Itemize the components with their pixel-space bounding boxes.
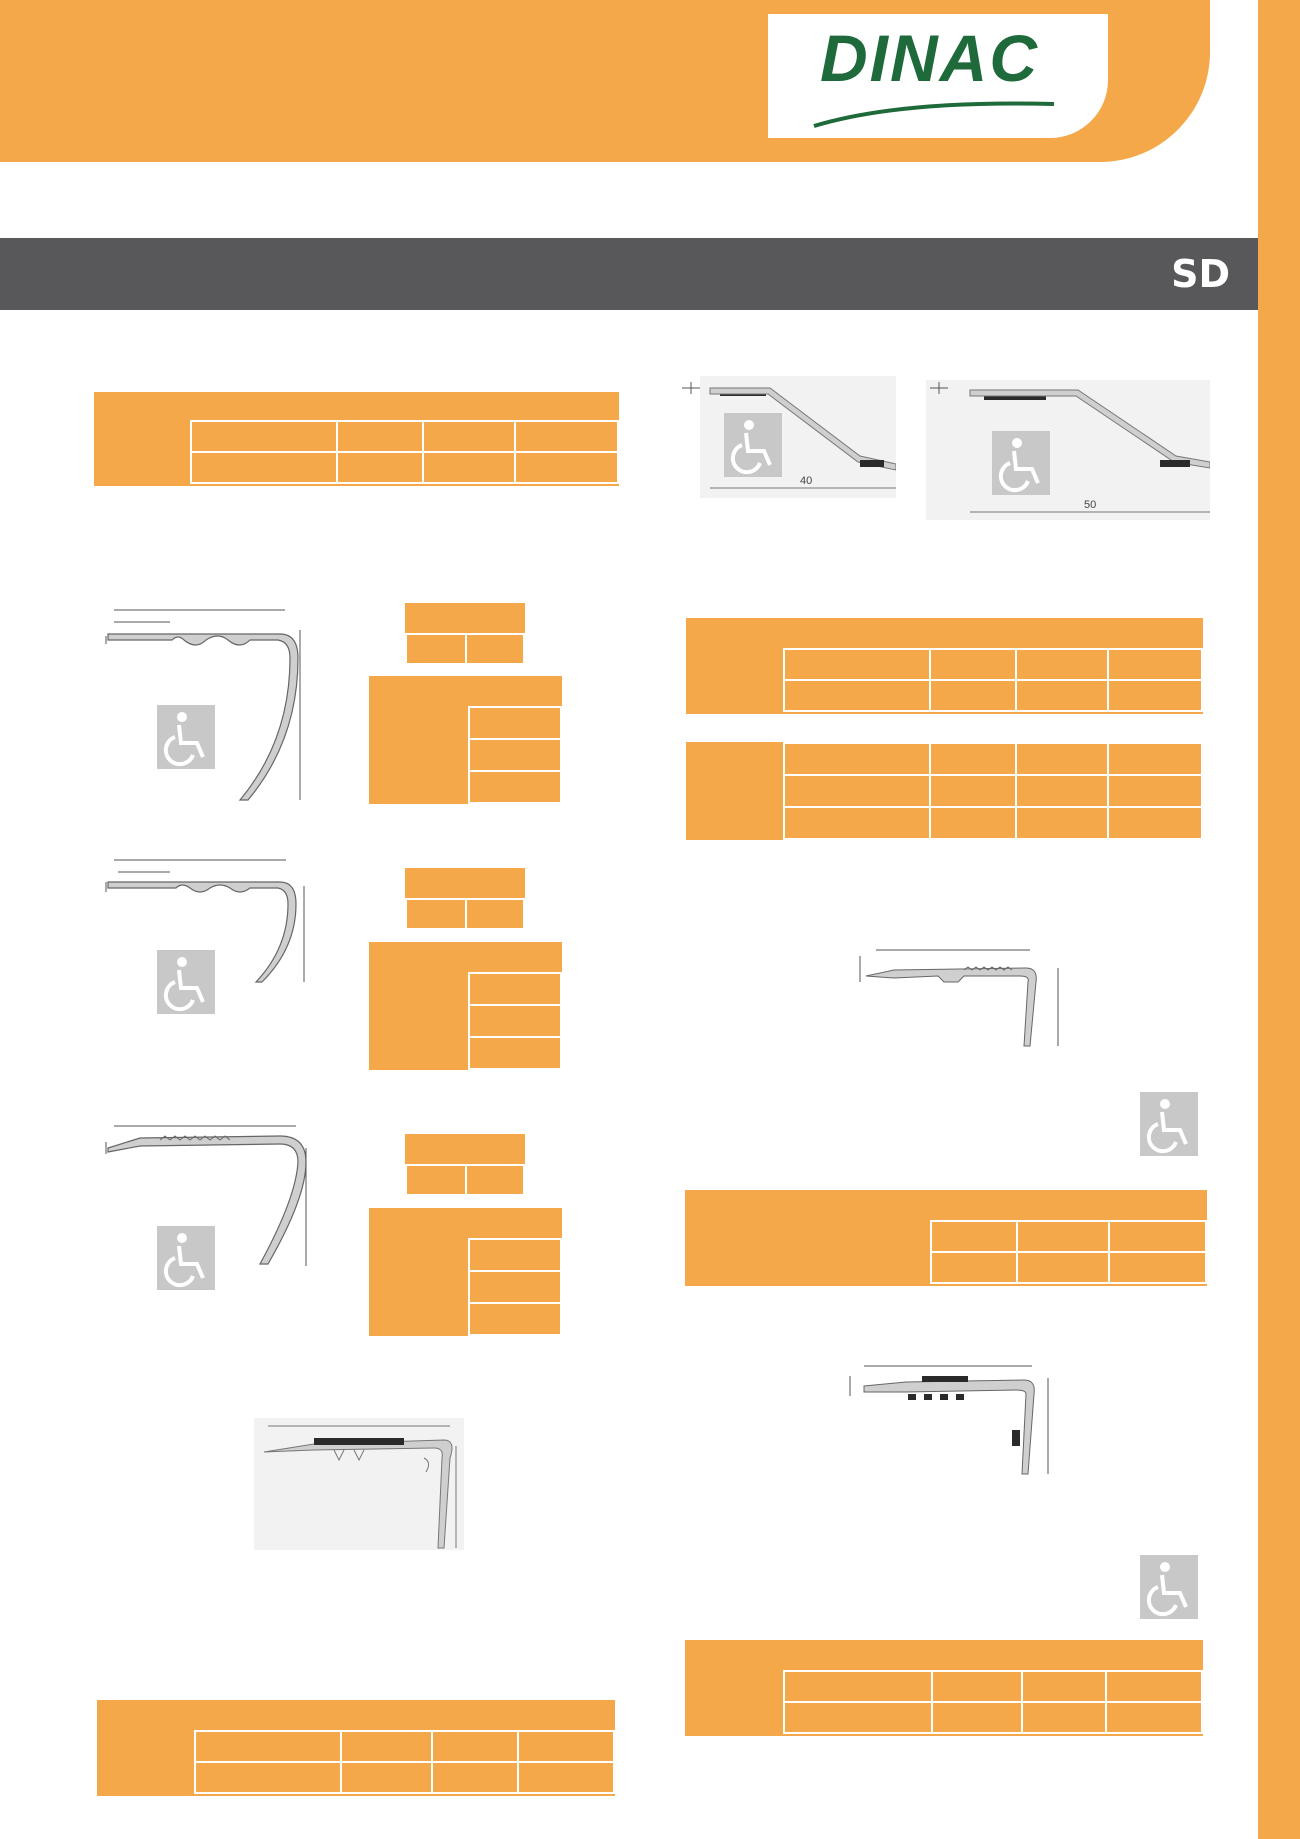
spec-table (97, 1700, 615, 1796)
spec-table (94, 392, 619, 486)
color-table (369, 942, 562, 1070)
size-table (405, 868, 525, 930)
ramp-dimension: 50 (1084, 499, 1097, 511)
thickness-mark (930, 380, 950, 396)
spec-table (685, 1190, 1207, 1286)
brand-logo: DINAC (820, 21, 1039, 95)
spec-table (686, 742, 1203, 840)
color-table (369, 676, 562, 804)
profile-drawing (854, 946, 1064, 1052)
wheelchair-icon (157, 950, 215, 1014)
spec-table (685, 1640, 1203, 1736)
ramp-dimension: 40 (800, 475, 813, 487)
thickness-mark (682, 380, 702, 396)
size-table (405, 1134, 525, 1196)
ramp-photo (926, 380, 1210, 520)
wheelchair-icon (724, 413, 782, 477)
wheelchair-icon (1140, 1555, 1198, 1619)
title-bar (0, 238, 1258, 310)
side-stripe (1258, 0, 1300, 1839)
wheelchair-icon (992, 431, 1050, 495)
wheelchair-icon (157, 705, 215, 769)
profile-drawing (846, 1362, 1056, 1480)
profile-photo (254, 1418, 464, 1550)
size-table (405, 603, 525, 665)
product-code: SD (1171, 252, 1230, 296)
spec-table (686, 618, 1203, 714)
color-table (369, 1208, 562, 1336)
wheelchair-icon (157, 1226, 215, 1290)
logo-swoosh (810, 96, 1060, 130)
wheelchair-icon (1140, 1092, 1198, 1156)
